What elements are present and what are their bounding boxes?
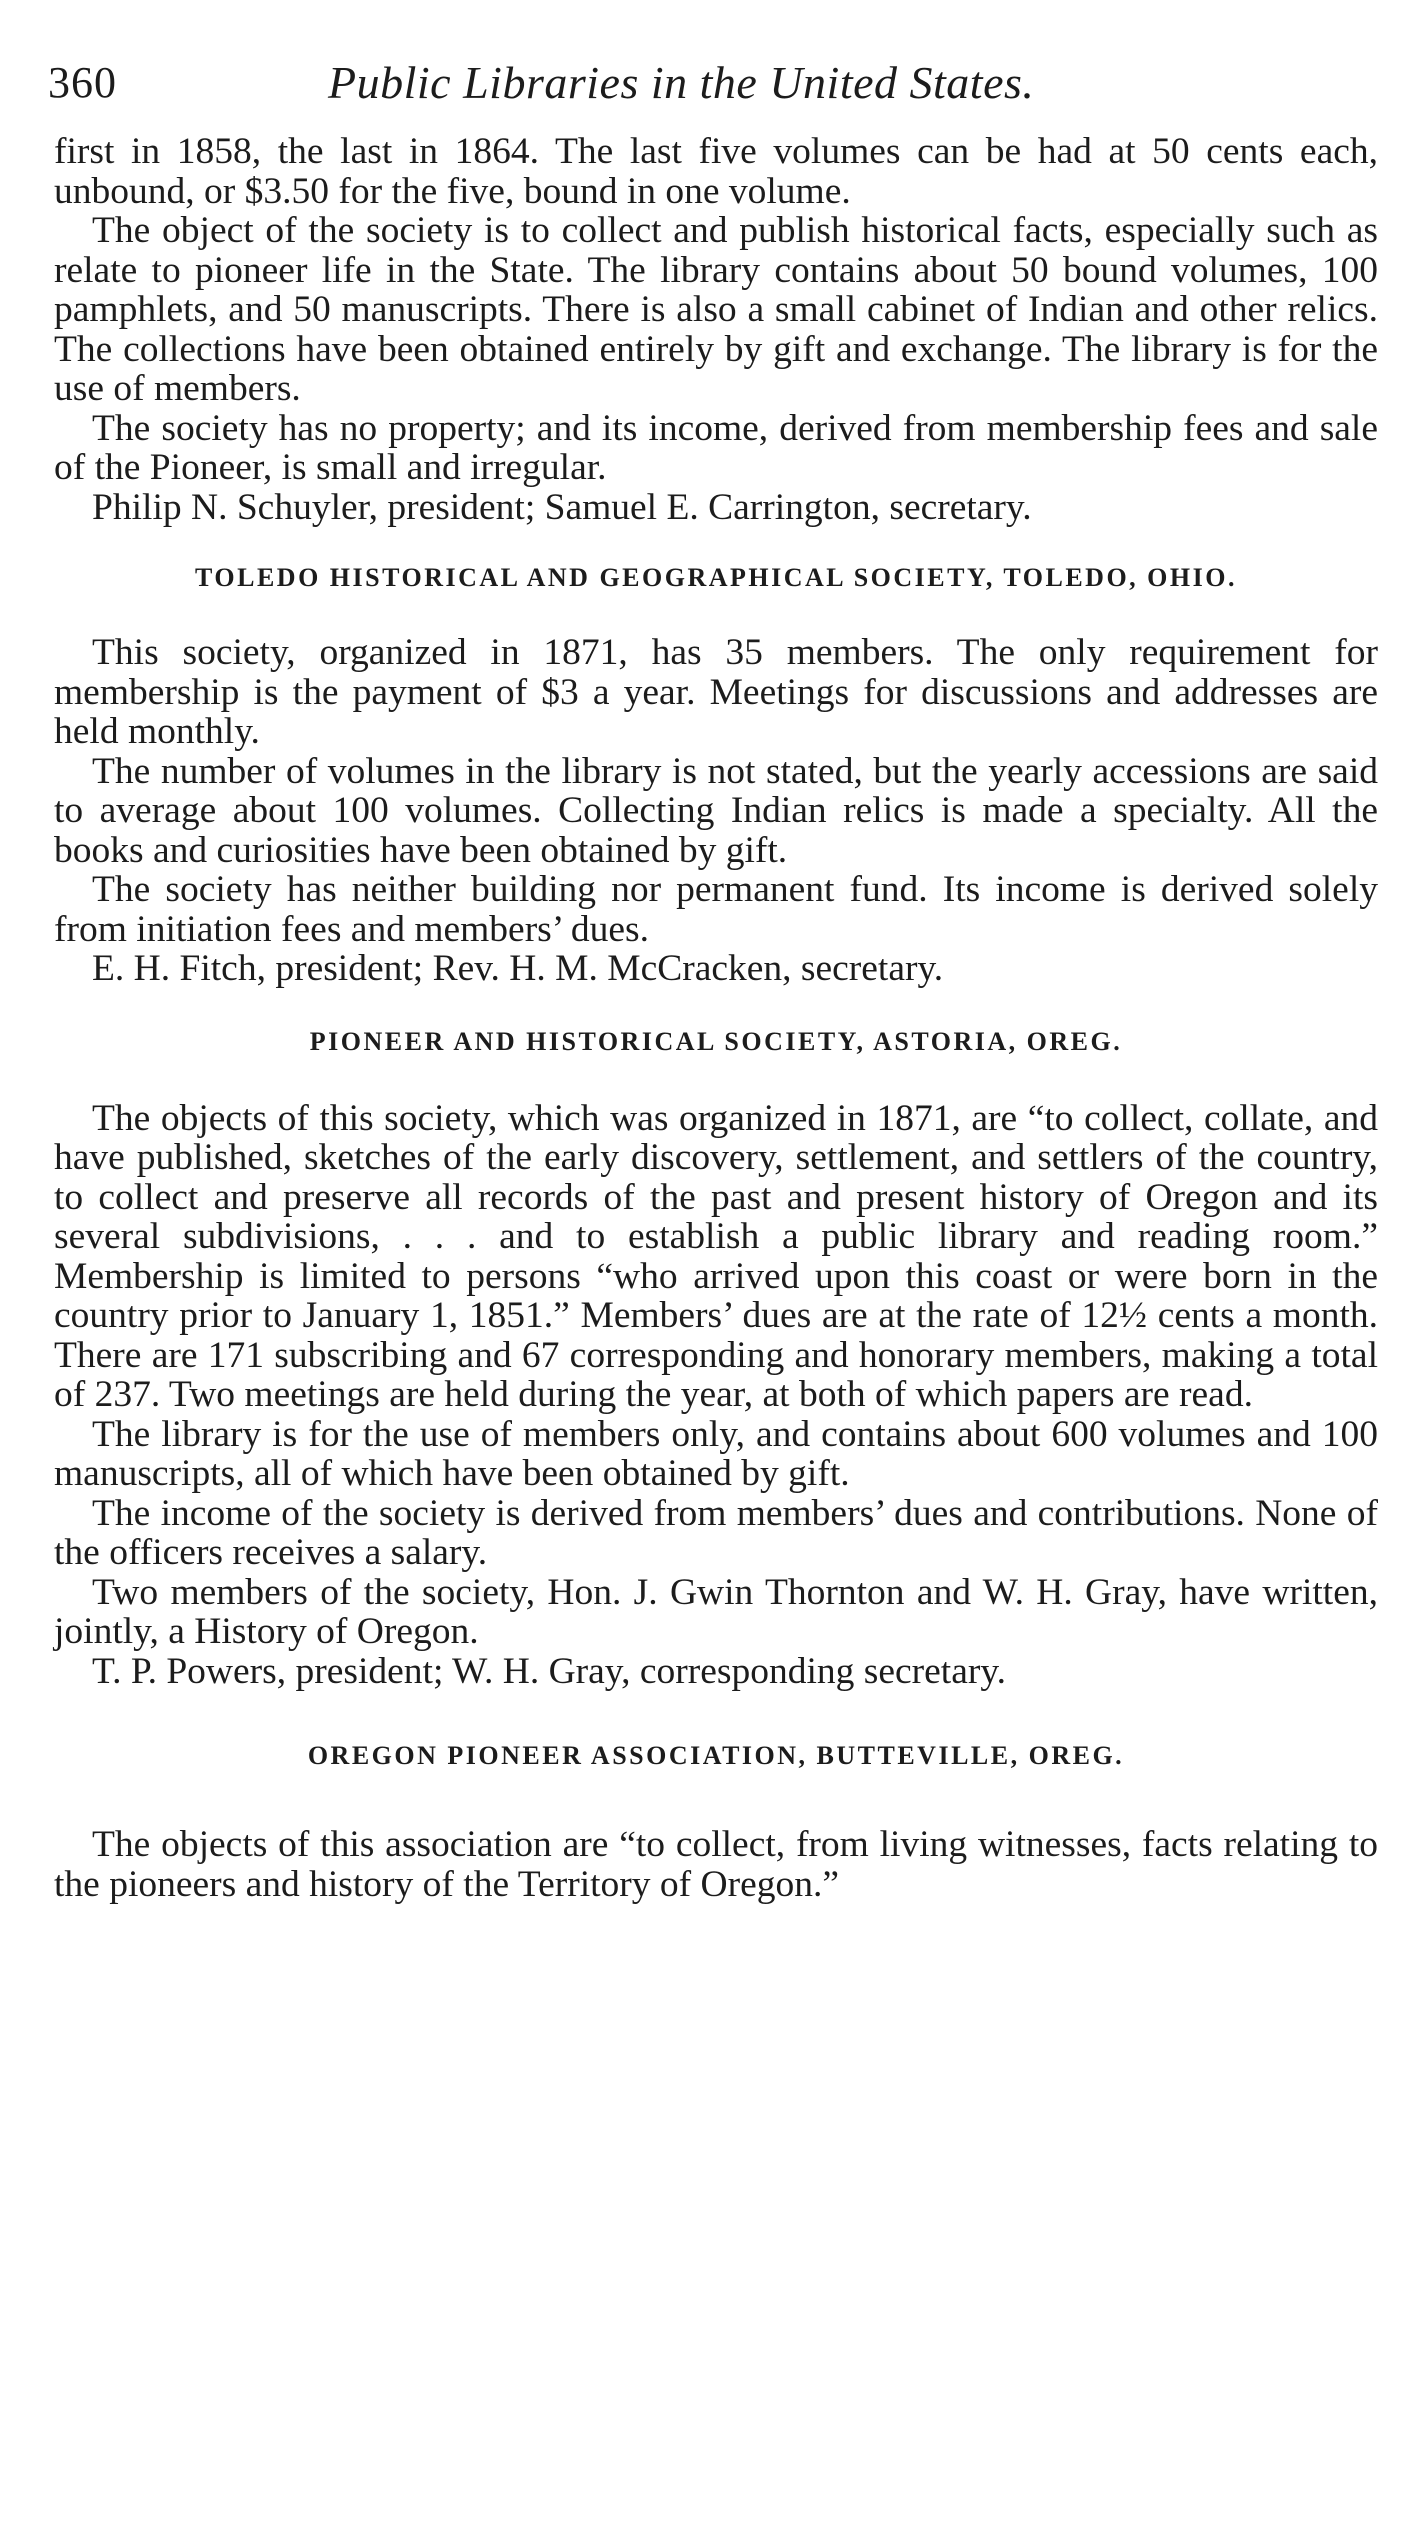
paragraph: The objects of this association are “to collect, from living witnesses, facts relating to the pioneers and history of the Territory of Oregon.”: [54, 1824, 1378, 1905]
paragraph: first in 1858, the last in 1864. The last five volumes can be had at 50 cents each, unbound, or $3.50 for the five, bound in one volume.: [54, 131, 1378, 212]
officers-line: E. H. Fitch, president; Rev. H. M. McCracken, secretary.: [92, 948, 944, 989]
section-heading-toledo: TOLEDO HISTORICAL AND GEOGRAPHICAL SOCIETY, TOLEDO, OHIO.: [195, 563, 1237, 592]
paragraph: This society, organized in 1871, has 35 members. The only requirement for membership is the payment of $3 a year. Meetings for discussions and addresses are held monthly.: [54, 632, 1378, 752]
paragraph: The objects of this society, which was organized in 1871, are “to collect, collate, and have published, sketches of the early discovery, settlement, and settlers of the country, to collect and preserve all records of the past and present history of Oregon and its several subdivisions, . . . and to establish a public library and reading room.” Membership is limited to persons “who arrived upon this coast or were born in the country prior to January 1, 1851.” Members’ dues are at the rate of 12½ cents a month. There are 171 subscribing and 67 corresponding and honorary members, making a total of 237. Two meetings are held during the year, at both of which papers are read.: [54, 1097, 1378, 1415]
page-number: 360: [48, 58, 117, 107]
section-heading-butteville: OREGON PIONEER ASSOCIATION, BUTTEVILLE, OREG.: [307, 1741, 1125, 1770]
section-heading-astoria: PIONEER AND HISTORICAL SOCIETY, ASTORIA, OREG.: [309, 1026, 1123, 1056]
officers-line: T. P. Powers, president; W. H. Gray, corresponding secretary.: [92, 1650, 1007, 1692]
running-title: Public Libraries in the United States.: [328, 57, 1035, 108]
paragraph: The number of volumes in the library is not stated, but the yearly accessions are said to average about 100 volumes. Collecting Indian relics is made a specialty. All the books and curiosities have been obtained by gift.: [54, 750, 1378, 871]
paragraph: The society has neither building nor permanent fund. Its income is derived solely from initiation fees and members’ dues.: [54, 869, 1378, 950]
paragraph: The object of the society is to collect and publish historical facts, especially such as relate to pioneer life in the State. The library contains about 50 bound volumes, 100 pamphlets, and 50 manuscripts. There is also a small cabinet of Indian and other relics. The collections have been obtained entirely by gift and exchange. The library is for the use of members.: [54, 210, 1378, 409]
body-text: [54, 132, 1378, 1904]
page-header: [48, 48, 1388, 118]
paragraph: Two members of the society, Hon. J. Gwin Thornton and W. H. Gray, have written, jointly, a History of Oregon.: [54, 1571, 1378, 1652]
officers-line: Philip N. Schuyler, president; Samuel E. Carrington, secretary.: [92, 486, 1032, 528]
paragraph: The society has no property; and its income, derived from membership fees and sale of the Pioneer, is small and irregular.: [54, 407, 1378, 488]
paragraph: The income of the society is derived from members’ dues and contributions. None of the officers receives a salary.: [54, 1492, 1378, 1573]
paragraph: The library is for the use of members only, and contains about 600 volumes and 100 manuscripts, all of which have been obtained by gift.: [54, 1413, 1378, 1494]
